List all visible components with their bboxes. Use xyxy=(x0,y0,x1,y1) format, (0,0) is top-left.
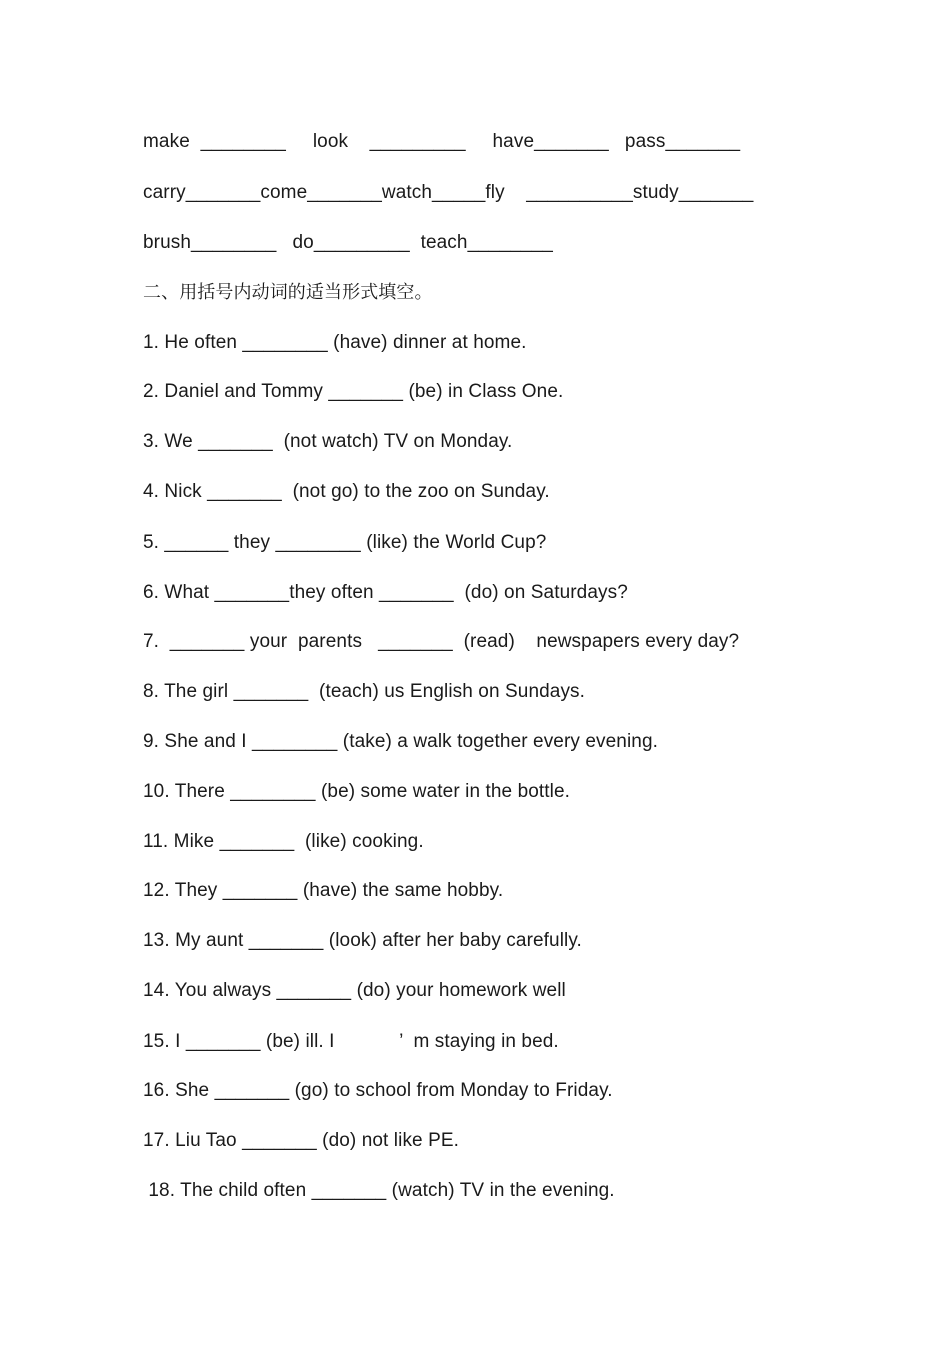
sentence-10: 10. There ________ (be) some water in the bottle. xyxy=(143,781,571,802)
sentence-9: 9. She and I ________ (take) a walk together every evening. xyxy=(143,731,659,752)
verb-list-row-3: brush________ do_________ teach________ xyxy=(143,232,553,253)
sentence-7: 7. _______ your parents _______ (read) newspapers every day? xyxy=(143,631,740,652)
verb-list-row-1: make ________ look _________ have_______ pass_______ xyxy=(143,131,741,152)
sentence-16: 16. She _______ (go) to school from Monday to Friday. xyxy=(143,1080,613,1101)
sentence-8: 8. The girl _______ (teach) us English on Sundays. xyxy=(143,681,586,702)
sentence-17: 17. Liu Tao _______ (do) not like PE. xyxy=(143,1130,460,1151)
sentence-11: 11. Mike _______ (like) cooking. xyxy=(143,831,424,852)
section-heading: 二、用括号内动词的适当形式填空。 xyxy=(143,282,433,303)
sentence-3: 3. We _______ (not watch) TV on Monday. xyxy=(143,431,513,452)
sentence-4: 4. Nick _______ (not go) to the zoo on Sunday. xyxy=(143,481,550,502)
sentence-5: 5. ______ they ________ (like) the World Cup? xyxy=(143,532,547,553)
sentence-6: 6. What _______they often _______ (do) on Saturdays? xyxy=(143,582,628,603)
sentence-2: 2. Daniel and Tommy _______ (be) in Class One. xyxy=(143,381,564,402)
sentence-13: 13. My aunt _______ (look) after her baby carefully. xyxy=(143,930,582,951)
sentence-12: 12. They _______ (have) the same hobby. xyxy=(143,880,504,901)
sentence-1: 1. He often ________ (have) dinner at home. xyxy=(143,332,527,353)
sentence-14: 14. You always _______ (do) your homework well xyxy=(143,980,566,1001)
sentence-15: 15. I _______ (be) ill. I ’ m staying in bed. xyxy=(143,1031,559,1052)
verb-list-row-2: carry_______come_______watch_____fly __________study_______ xyxy=(143,182,754,203)
sentence-18: 18. The child often _______ (watch) TV in the evening. xyxy=(143,1180,615,1201)
